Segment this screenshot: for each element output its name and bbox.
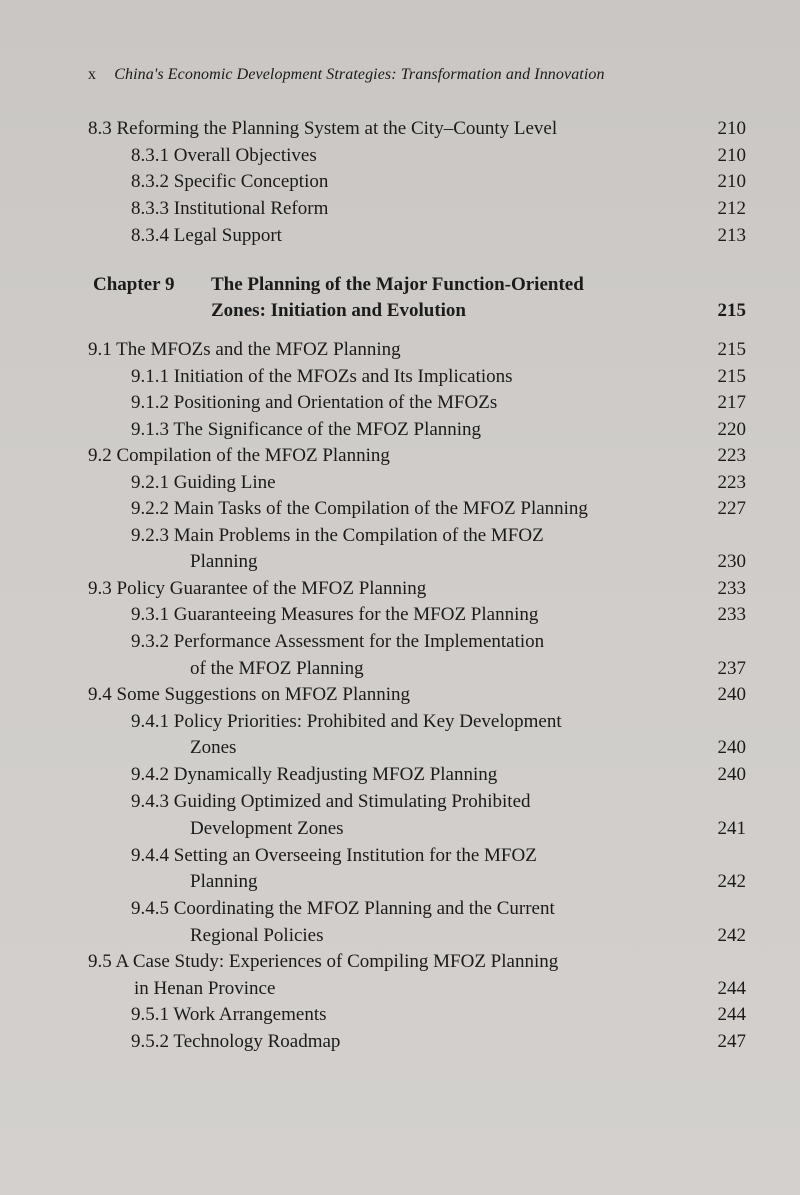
toc-entry-8-3-1: [131, 145, 317, 167]
section-title: Institutional Reform: [173, 198, 329, 219]
header-page-number: x: [88, 66, 97, 83]
page-number: 240: [717, 684, 746, 705]
section-number: 9.4: [88, 684, 112, 705]
section-number: 9.2.2: [131, 498, 169, 519]
section-number: 9.5: [88, 951, 112, 972]
section-title-line1: Main Problems in the Compilation of the MFOZ: [173, 525, 544, 546]
section-number: 8.3.3: [131, 198, 169, 219]
page-number: 244: [717, 978, 746, 999]
section-title: Reforming the Planning System at the City–County Level: [116, 118, 558, 139]
section-title-line2: in Henan Province: [134, 978, 276, 999]
toc-entry-9-2-2: [131, 498, 588, 520]
section-title: Policy Guarantee of the MFOZ Planning: [116, 578, 427, 599]
section-title-line1: Performance Assessment for the Implementation: [173, 631, 545, 652]
toc-entry-8-3: [88, 118, 557, 140]
chapter-title-line1: The Planning of the Major Function-Oriented: [211, 274, 584, 295]
page-number: 210: [717, 145, 746, 166]
section-number: 8.3: [88, 118, 112, 139]
section-title: Positioning and Orientation of the MFOZs: [173, 392, 498, 413]
section-title-line1: Setting an Overseeing Institution for the MFOZ: [173, 845, 537, 866]
page-number: 230: [717, 551, 746, 572]
section-title-line1: Guiding Optimized and Stimulating Prohibited: [173, 791, 531, 812]
section-number: 9.5.1: [131, 1004, 169, 1025]
section-number: 9.2.1: [131, 472, 169, 493]
page-number: 210: [717, 171, 746, 192]
toc-entry-9-4-4: [131, 845, 537, 867]
section-title: Legal Support: [173, 225, 282, 246]
toc-entry-9-2-1: [131, 472, 276, 494]
page-number: 215: [717, 300, 746, 321]
section-number: 9.2.3: [131, 525, 169, 546]
section-title: Some Suggestions on MFOZ Planning: [116, 684, 410, 705]
toc-entry-8-3-4: [131, 225, 282, 247]
page-number: 213: [717, 225, 746, 246]
page-number: 237: [717, 658, 746, 679]
section-number: 9.3.2: [131, 631, 169, 652]
section-title-line2: Regional Policies: [190, 925, 324, 946]
page-number: 210: [717, 118, 746, 139]
page-number: 215: [717, 339, 746, 360]
section-title: Overall Objectives: [173, 145, 317, 166]
section-number: 9.4.2: [131, 764, 169, 785]
section-title: Technology Roadmap: [173, 1031, 341, 1052]
toc-entry-9-5-1: [131, 1004, 327, 1026]
section-number: 9.1.3: [131, 419, 169, 440]
toc-entry-9-1-2: [131, 392, 497, 414]
section-number: 9.1.1: [131, 366, 169, 387]
page-number: 242: [717, 925, 746, 946]
page-number: 244: [717, 1004, 746, 1025]
toc-entry-9-5-2: [131, 1031, 340, 1053]
section-number: 9.1: [88, 339, 112, 360]
section-title: The MFOZs and the MFOZ Planning: [116, 339, 401, 360]
section-number: 8.3.4: [131, 225, 169, 246]
page-number: 242: [717, 871, 746, 892]
section-title: The Significance of the MFOZ Planning: [173, 419, 482, 440]
section-title-line1: A Case Study: Experiences of Compiling MFOZ Planning: [115, 951, 559, 972]
section-title-line1: Coordinating the MFOZ Planning and the Current: [173, 898, 555, 919]
toc-entry-9-4-1: [131, 711, 562, 733]
toc-entry-9-1-3: [131, 419, 481, 441]
page-number: 247: [717, 1031, 746, 1052]
page-number: 233: [717, 604, 746, 625]
page-number: 241: [717, 818, 746, 839]
section-title: Main Tasks of the Compilation of the MFOZ Planning: [173, 498, 588, 519]
chapter-title-line2: Zones: Initiation and Evolution: [211, 300, 466, 321]
section-title-line1: Policy Priorities: Prohibited and Key Development: [173, 711, 562, 732]
toc-entry-9-1: [88, 339, 401, 361]
section-title-line2: Zones: [190, 737, 237, 758]
section-number: 9.4.1: [131, 711, 169, 732]
page-number: 227: [717, 498, 746, 519]
page-number: 240: [717, 764, 746, 785]
page-number: 233: [717, 578, 746, 599]
section-title-line2: Development Zones: [190, 818, 344, 839]
toc-entry-9-2: [88, 445, 390, 467]
section-title-line2: of the MFOZ Planning: [190, 658, 364, 679]
toc-entry-9-1-1: [131, 366, 513, 388]
page-number: 215: [717, 366, 746, 387]
section-number: 9.4.4: [131, 845, 169, 866]
section-number: 9.3.1: [131, 604, 169, 625]
section-title: Dynamically Readjusting MFOZ Planning: [173, 764, 498, 785]
section-number: 9.2: [88, 445, 112, 466]
page-number: 240: [717, 737, 746, 758]
section-title: Guiding Line: [173, 472, 276, 493]
page-number: 217: [717, 392, 746, 413]
section-title-line2: Planning: [190, 551, 258, 572]
page-number: 212: [717, 198, 746, 219]
chapter-number: Chapter 9: [93, 274, 175, 295]
section-number: 9.4.3: [131, 791, 169, 812]
section-number: 9.4.5: [131, 898, 169, 919]
section-title: Initiation of the MFOZs and Its Implications: [173, 366, 513, 387]
section-title: Compilation of the MFOZ Planning: [116, 445, 390, 466]
toc-entry-9-4-3: [131, 791, 531, 813]
section-title: Work Arrangements: [173, 1004, 327, 1025]
toc-entry-9-4: [88, 684, 410, 706]
section-number: 9.5.2: [131, 1031, 169, 1052]
header-book-title: China's Economic Development Strategies: Transformation and Innovation: [114, 66, 605, 83]
section-title: Specific Conception: [173, 171, 329, 192]
section-number: 9.1.2: [131, 392, 169, 413]
page-number: 223: [717, 472, 746, 493]
toc-entry-9-5: [88, 951, 558, 973]
toc-entry-8-3-3: [131, 198, 328, 220]
toc-entry-9-2-3: [131, 525, 544, 547]
toc-entry-9-4-5: [131, 898, 555, 920]
section-number: 9.3: [88, 578, 112, 599]
page-number: 220: [717, 419, 746, 440]
section-number: 8.3.1: [131, 145, 169, 166]
section-title: Guaranteeing Measures for the MFOZ Planning: [173, 604, 539, 625]
section-title-line2: Planning: [190, 871, 258, 892]
section-number: 8.3.2: [131, 171, 169, 192]
toc-entry-9-4-2: [131, 764, 497, 786]
page-number: 223: [717, 445, 746, 466]
toc-entry-9-3-2: [131, 631, 544, 653]
toc-entry-8-3-2: [131, 171, 328, 193]
toc-entry-9-3: [88, 578, 426, 600]
toc-entry-9-3-1: [131, 604, 538, 626]
